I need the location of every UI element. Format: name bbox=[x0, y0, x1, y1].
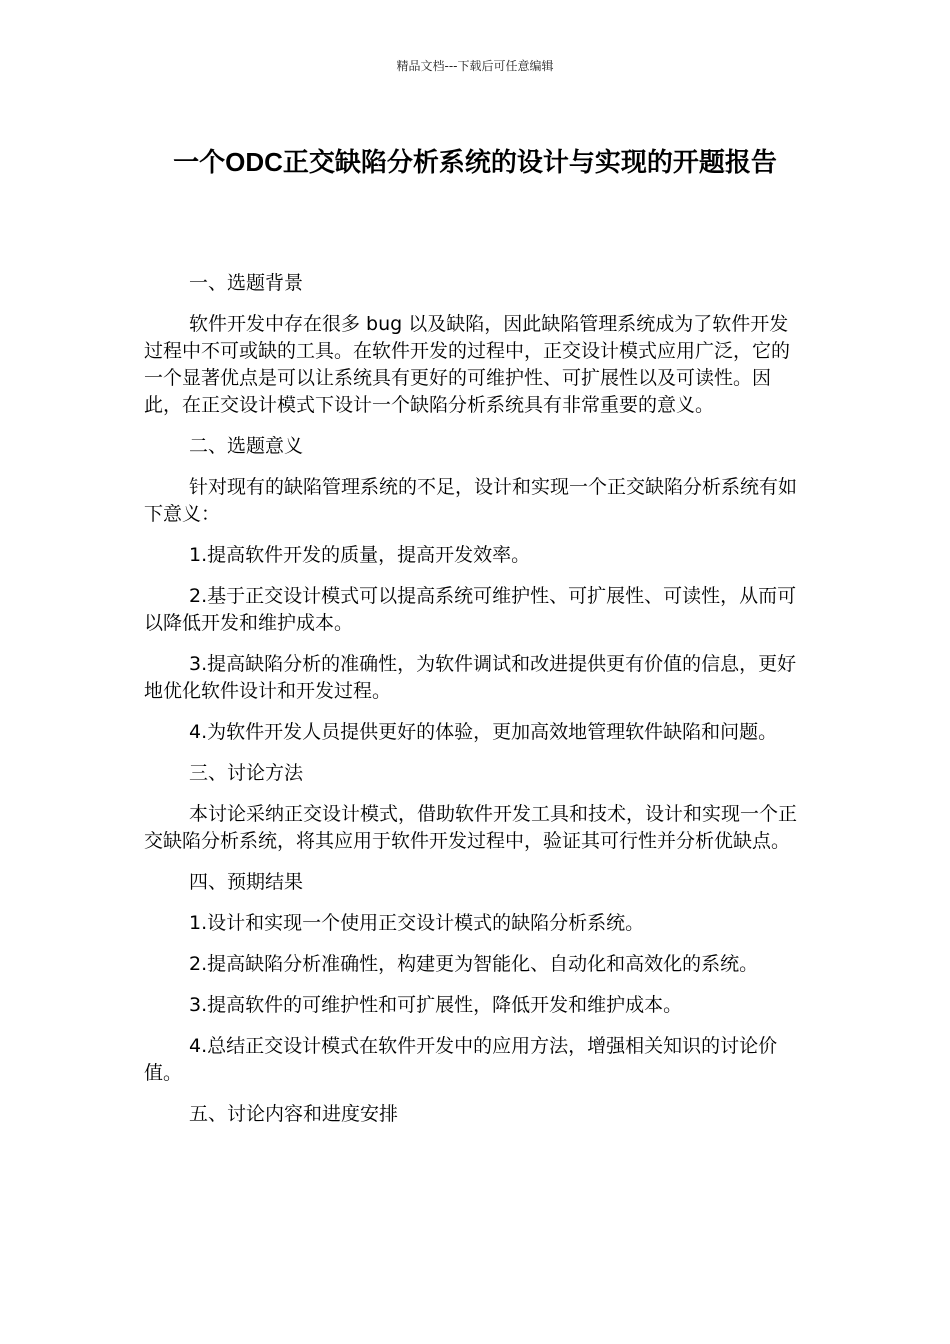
section-heading-content-schedule: 五、讨论内容和进度安排 bbox=[189, 1103, 399, 1125]
list-item-significance-4: 4.为软件开发人员提供更好的体验，更加高效地管理软件缺陷和问题。 bbox=[189, 721, 778, 743]
list-item-result-3: 3.提高软件的可维护性和可扩展性，降低开发和维护成本。 bbox=[189, 994, 683, 1016]
section-heading-significance: 二、选题意义 bbox=[189, 435, 304, 457]
list-item-result-4: 4.总结正交设计模式在软件开发中的应用方法，增强相关知识的讨论价值。 bbox=[144, 1035, 778, 1084]
paragraph-background: 软件开发中存在很多 bug 以及缺陷，因此缺陷管理系统成为了软件开发过程中不可或缺的工具。在软件开发的过程中，正交设计模式应用广泛，它的一个显著优点是可以让系统具有更好的可维护性、可扩展性以及可读性。因此，在正交设计模式下设计一个缺陷分析系统具有非常重要的意义。 bbox=[144, 313, 791, 416]
document-body bbox=[144, 270, 806, 1142]
list-item-result-2: 2.提高缺陷分析准确性，构建更为智能化、自动化和高效化的系统。 bbox=[189, 953, 759, 975]
paragraph-significance-intro: 针对现有的缺陷管理系统的不足，设计和实现一个正交缺陷分析系统有如下意义： bbox=[144, 476, 798, 525]
section-heading-expected-results: 四、预期结果 bbox=[189, 871, 304, 893]
page-header-watermark: 精品文档---下载后可任意编辑 bbox=[396, 59, 554, 73]
list-item-significance-3: 3.提高缺陷分析的准确性，为软件调试和改进提供更有价值的信息，更好地优化软件设计和开发过程。 bbox=[144, 653, 797, 702]
list-item-result-1: 1.设计和实现一个使用正交设计模式的缺陷分析系统。 bbox=[189, 912, 645, 934]
list-item-significance-1: 1.提高软件开发的质量，提高开发效率。 bbox=[189, 544, 531, 566]
paragraph-method: 本讨论采纳正交设计模式，借助软件开发工具和技术，设计和实现一个正交缺陷分析系统，将其应用于软件开发过程中，验证其可行性并分析优缺点。 bbox=[144, 803, 798, 852]
section-heading-background: 一、选题背景 bbox=[189, 272, 304, 294]
list-item-significance-2: 2.基于正交设计模式可以提高系统可维护性、可扩展性、可读性，从而可以降低开发和维护成本。 bbox=[144, 585, 797, 634]
document-title: 一个ODC正交缺陷分析系统的设计与实现的开题报告 bbox=[173, 147, 777, 177]
section-heading-method: 三、讨论方法 bbox=[189, 762, 304, 784]
